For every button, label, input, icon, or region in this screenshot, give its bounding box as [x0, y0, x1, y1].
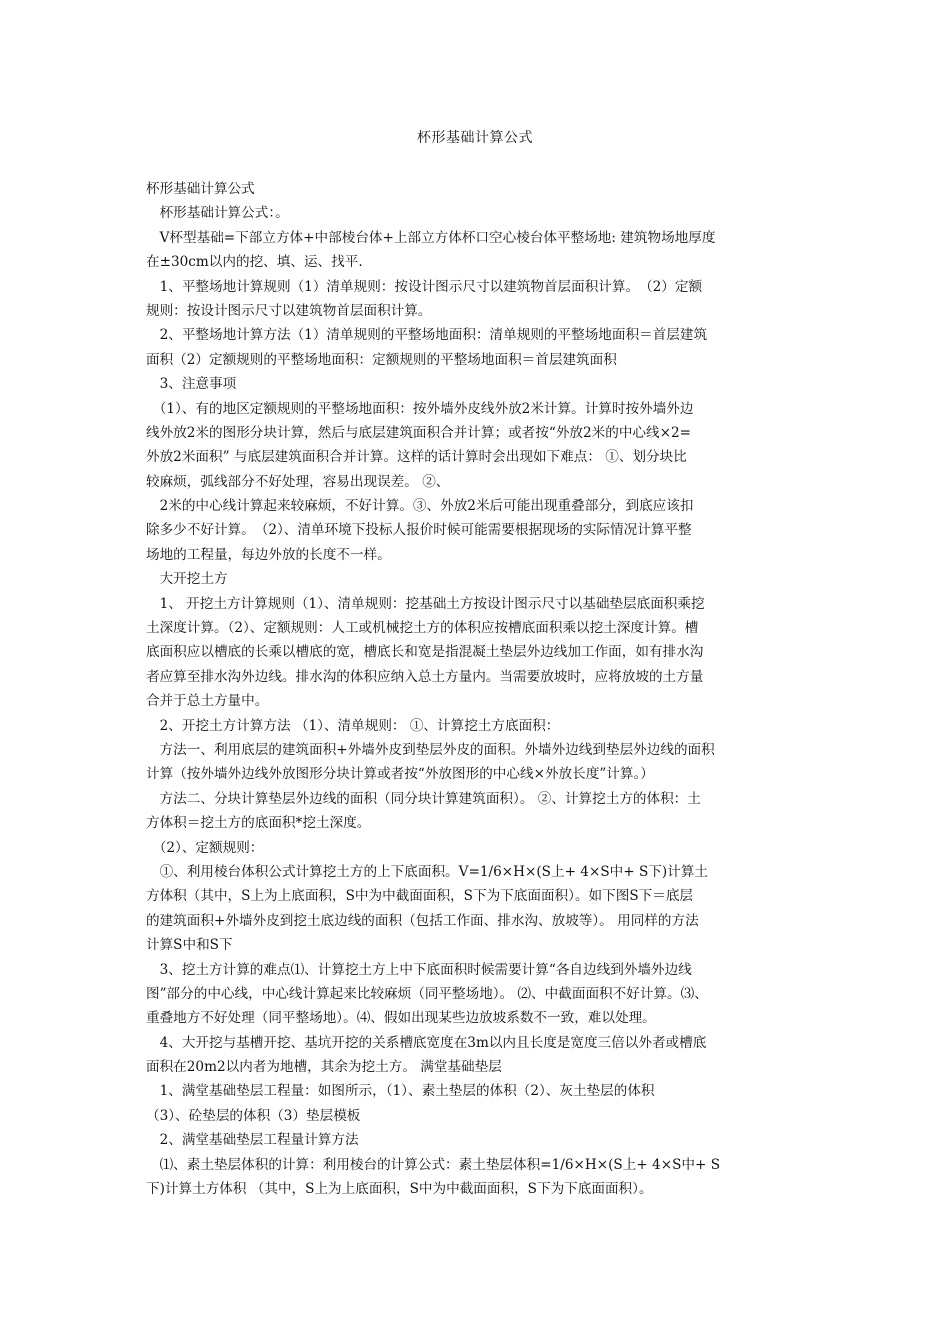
text-line: 3、挖土方计算的难点⑴、计算挖土方上中下底面积时候需要计算“各自边线到外墙外边线 — [146, 961, 692, 978]
text-line: 2、平整场地计算方法（1）清单规则的平整场地面积：清单规则的平整场地面积＝首层建筑 — [146, 327, 708, 344]
text-line: 方体积＝挖土方的底面积*挖土深度。 — [146, 815, 371, 832]
text-line: 外放2米面积” 与底层建筑面积合并计算。这样的话计算时会出现如下难点： ①、划分块比 — [146, 449, 687, 466]
text-line: 底面积应以槽底的长乘以槽底的宽，槽底长和宽是指混凝土垫层外边线加工作面，如有排水沟 — [146, 644, 704, 661]
text-line: 除多少不好计算。 （2）、清单环境下投标人报价时候可能需要根据现场的实际情况计算平整 — [146, 522, 692, 539]
text-line: ①、利用棱台体积公式计算挖土方的上下底面积。V=1/6×H×(S上+ 4×S中+ S下)计算土 — [146, 863, 708, 880]
document-body — [146, 177, 816, 1201]
text-line: 计算（按外墙外边线外放图形分块计算或者按“外放图形的中心线×外放长度”计算。） — [146, 766, 654, 783]
text-line: 下)计算土方体积 （其中，S上为上底面积，S中为中截面面积，S下为下底面面积）。 — [146, 1181, 653, 1198]
text-line: ⑴、素土垫层体积的计算：利用棱台的计算公式：素土垫层体积=1/6×H×(S上+ 4×S中+ S — [146, 1156, 721, 1173]
text-line: 图”部分的中心线，中心线计算起来比较麻烦（同平整场地）。 ⑵、中截面面积不好计算。⑶、 — [146, 985, 708, 1002]
text-line: 杯形基础计算公式：。 — [146, 205, 289, 222]
text-line: 面积在20m2以内者为地槽，其余为挖土方。 满堂基础垫层 — [146, 1059, 502, 1076]
text-line: 方法一、利用底层的建筑面积+外墙外皮到垫层外皮的面积。外墙外边线到垫层外边线的面积 — [146, 741, 715, 758]
text-line: 场地的工程量，每边外放的长度不一样。 — [146, 546, 391, 563]
text-line: 1、满堂基础垫层工程量：如图所示，（1）、素土垫层的体积（2）、灰土垫层的体积 — [146, 1083, 655, 1100]
text-line: V杯型基础=下部立方体+中部棱台体+上部立方体杯口空心棱台体平整场地: 建筑物场地厚度 — [146, 229, 716, 246]
text-line: 计算S中和S下 — [146, 937, 233, 954]
text-line: 2米的中心线计算起来较麻烦，不好计算。③、外放2米后可能出现重叠部分，到底应该扣 — [146, 498, 694, 515]
text-line: （3）、砼垫层的体积（3）垫层模板 — [146, 1107, 361, 1124]
text-line: 土深度计算。（2）、定额规则：人工或机械挖土方的体积应按槽底面积乘以挖土深度计算。槽 — [146, 620, 699, 637]
text-line: 3、注意事项 — [146, 376, 237, 393]
text-line: 线外放2米的图形分块计算，然后与底层建筑面积合并计算；或者按“外放2米的中心线×2= — [146, 424, 692, 441]
text-line: （2）、定额规则： — [146, 839, 264, 856]
text-line: 1、 开挖土方计算规则（1）、清单规则：挖基础土方按设计图示尺寸以基础垫层底面积乘挖 — [146, 595, 705, 612]
text-line: 1、平整场地计算规则（1）清单规则：按设计图示尺寸以建筑物首层面积计算。 （2）定额 — [146, 278, 703, 295]
text-line: 较麻烦，弧线部分不好处理，容易出现误差。 ②、 — [146, 473, 450, 490]
text-line: 者应算至排水沟外边线。排水沟的体积应纳入总土方量内。当需要放坡时，应将放坡的土方量 — [146, 668, 704, 685]
text-line: 重叠地方不好处理（同平整场地）。⑷、假如出现某些边放坡系数不一致，难以处理。 — [146, 1010, 656, 1027]
document-title: 杯形基础计算公式 — [417, 130, 533, 146]
text-line: 大开挖土方 — [146, 571, 228, 588]
text-line: 方体积（其中，S上为上底面积，S中为中截面面积，S下为下底面面积）。如下图S下＝底层 — [146, 888, 694, 905]
text-line: 2、满堂基础垫层工程量计算方法 — [146, 1132, 359, 1149]
text-line: 4、大开挖与基槽开挖、基坑开挖的关系槽底宽度在3m以内且长度是宽度三倍以外者或槽底 — [146, 1034, 707, 1051]
text-line: 合并于总土方量中。 — [146, 693, 269, 710]
text-line: 规则：按设计图示尺寸以建筑物首层面积计算。 — [146, 302, 432, 319]
text-line: 2、开挖土方计算方法 （1）、清单规则： ①、计算挖土方底面积： — [146, 717, 560, 734]
text-line: 方法二、分块计算垫层外边线的面积（同分块计算建筑面积）。 ②、计算挖土方的体积：土 — [146, 790, 701, 807]
text-line: 在±30cm以内的挖、填、运、找平. — [146, 254, 363, 271]
text-line: 面积（2）定额规则的平整场地面积：定额规则的平整场地面积＝首层建筑面积 — [146, 351, 617, 368]
text-line: 的建筑面积+外墙外皮到挖土底边线的面积（包括工作面、排水沟、放坡等）。 用同样的方法 — [146, 912, 699, 929]
text-line: （1）、有的地区定额规则的平整场地面积：按外墙外皮线外放2米计算。计算时按外墙外边 — [146, 400, 694, 417]
text-line: 杯形基础计算公式 — [146, 181, 255, 197]
